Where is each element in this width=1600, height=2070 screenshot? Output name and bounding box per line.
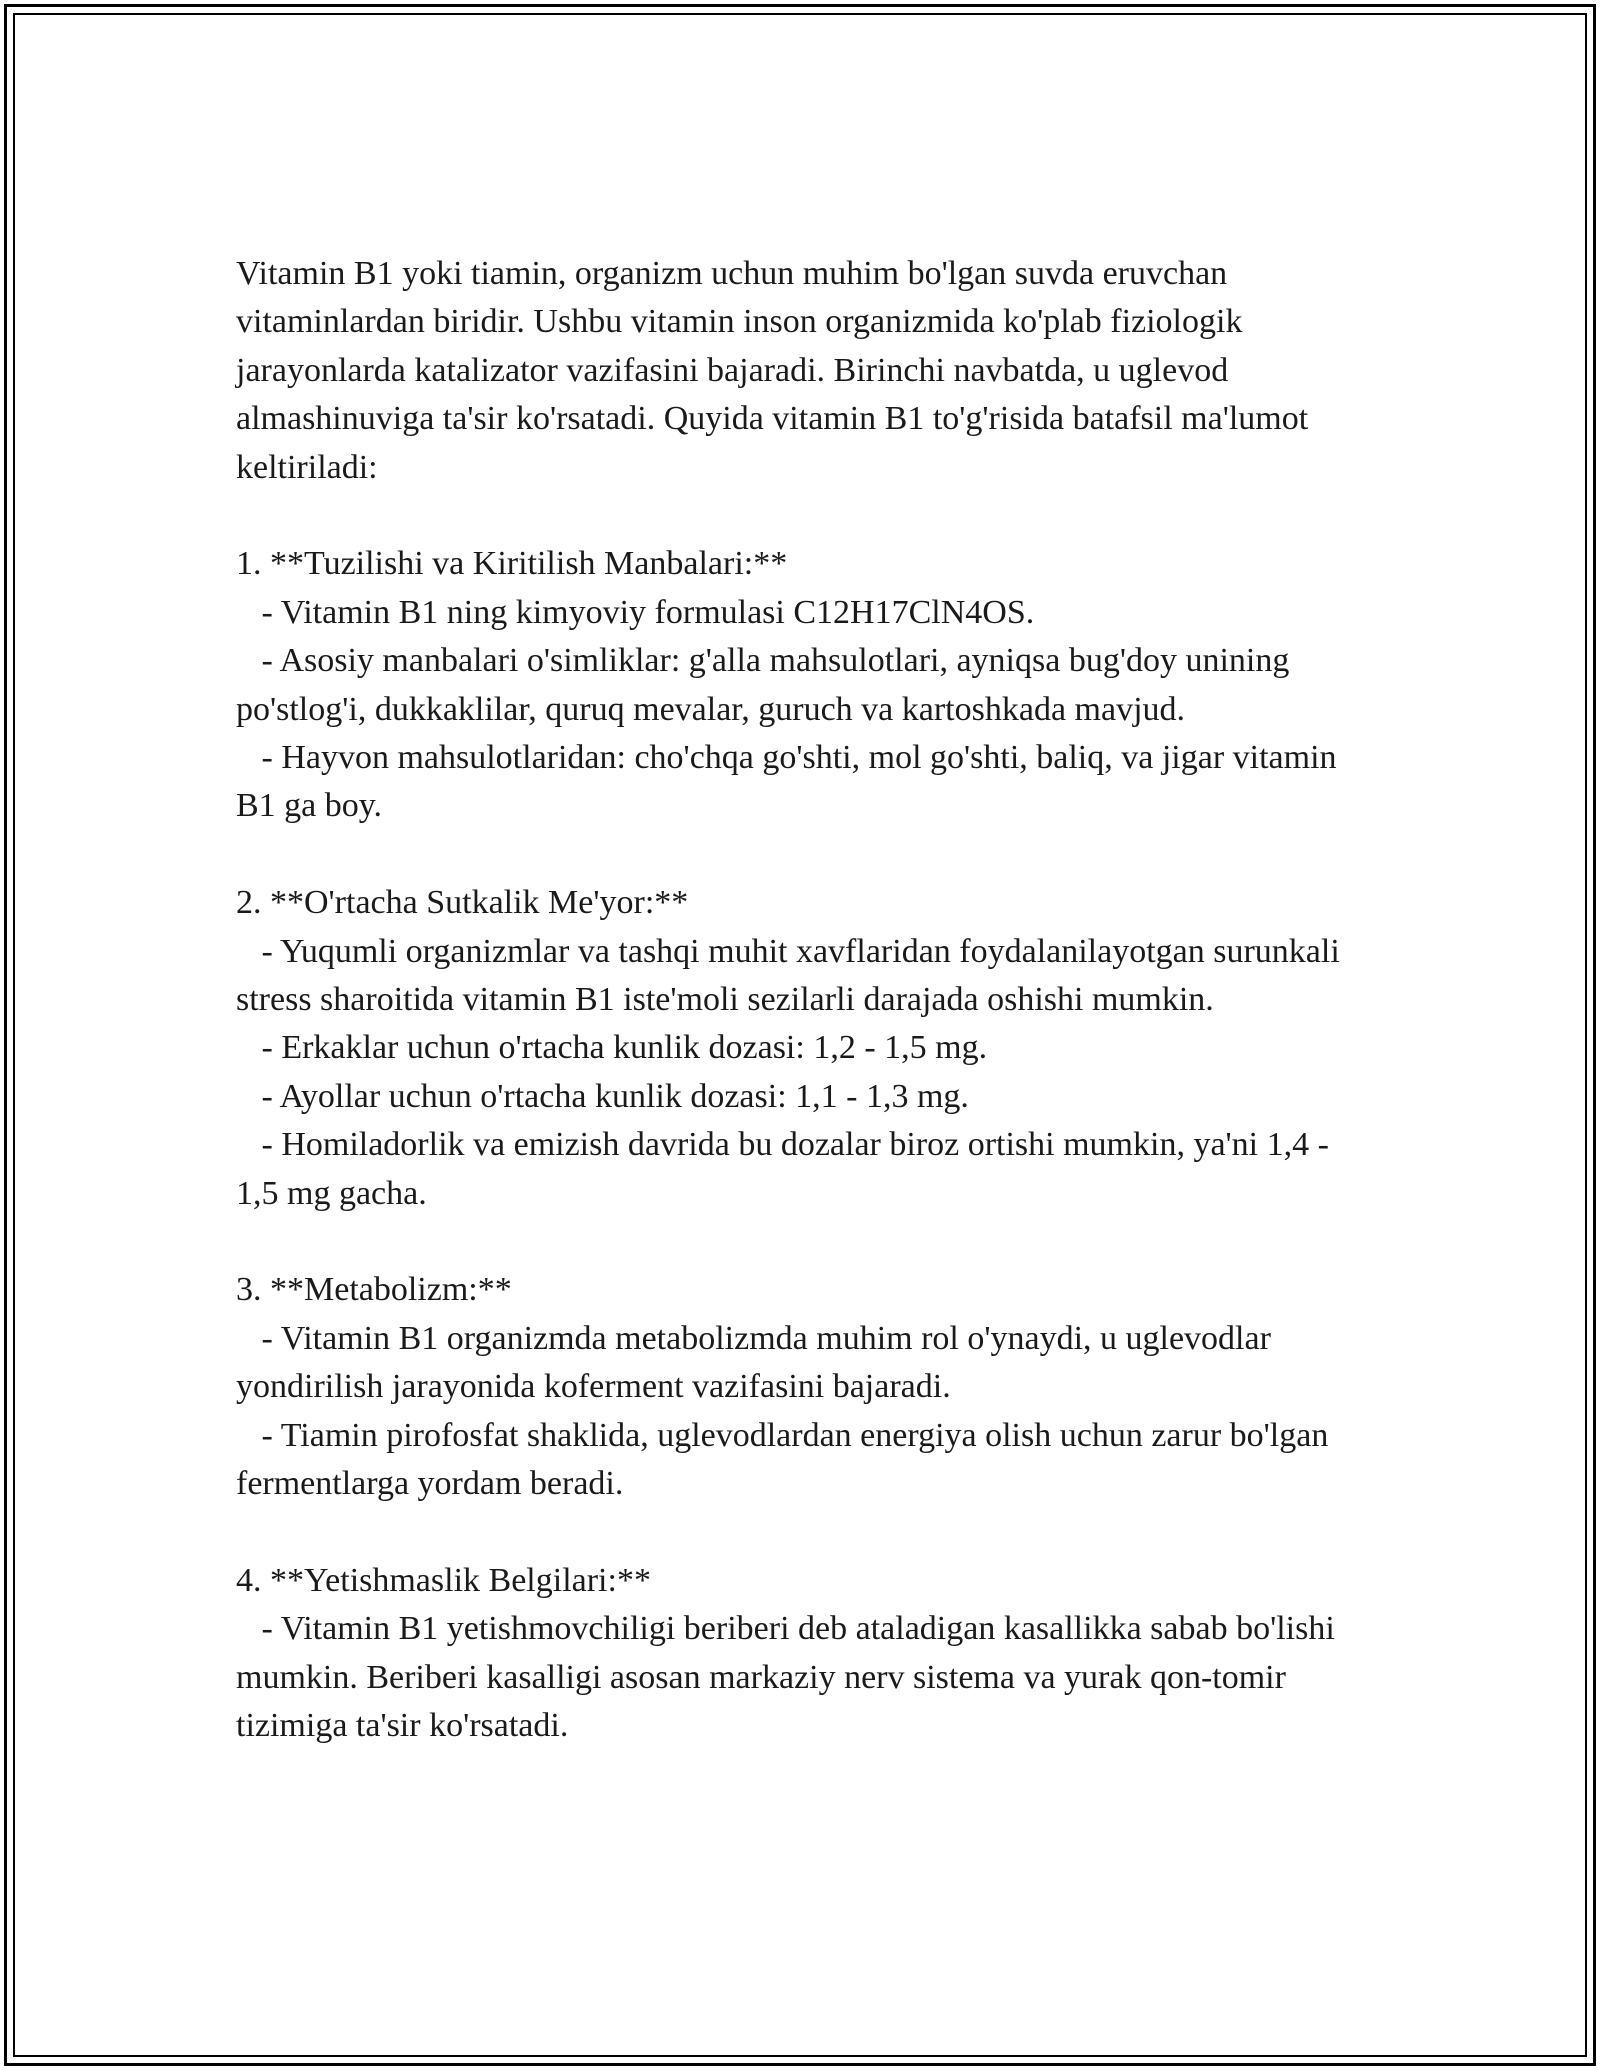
- section-item: - Ayollar uchun o'rtacha kunlik dozasi: 1,1 - 1,3 mg.: [236, 1077, 969, 1115]
- section-heading: 4. **Yetishmaslik Belgilari:**: [236, 1561, 651, 1599]
- section-item: - Vitamin B1 yetishmovchiligi beriberi deb ataladigan kasallikka sabab bo'lishi mumkin. Beriberi kasalligi asosan markaziy nerv sistema va yurak qon-tomir tizimiga ta'sir ko'rsatadi.: [236, 1610, 1344, 1745]
- section-item: - Hayvon mahsulotlaridan: cho'chqa go'shti, mol go'shti, baliq, va jigar vitamin B1 ga boy.: [236, 739, 1346, 825]
- spacer: [236, 831, 1366, 879]
- section-heading: 2. **O'rtacha Sutkalik Me'yor:**: [236, 884, 689, 922]
- section-item: - Tiamin pirofosfat shaklida, uglevodlardan energiya olish uchun zarur bo'lgan fermentlarga yordam beradi.: [236, 1416, 1337, 1503]
- spacer: [236, 1218, 1366, 1266]
- section-heading: 3. **Metabolizm:**: [236, 1271, 512, 1309]
- section-item: - Erkaklar uchun o'rtacha kunlik dozasi: 1,2 - 1,5 mg.: [236, 1029, 988, 1067]
- intro-paragraph: Vitamin B1 yoki tiamin, organizm uchun muhim bo'lgan suvda eruvchan vitaminlardan biridir. Ushbu vitamin inson organizmida ko'plab fiziologik jarayonlarda katalizator vazifasini bajaradi. Birinchi navbatda, u uglevod almashinuviga ta'sir ko'rsatadi. Quyida vitamin B1 to'g'risida batafsil ma'lumot keltiriladi:: [236, 255, 1317, 486]
- document-body: [236, 250, 1366, 1751]
- spacer: [236, 1509, 1366, 1557]
- section-item: - Vitamin B1 organizmda metabolizmda muhim rol o'ynaydi, u uglevodlar yondirilish jarayonida koferment vazifasini bajaradi.: [236, 1319, 1280, 1406]
- spacer: [236, 492, 1366, 540]
- section-item: - Yuqumli organizmlar va tashqi muhit xavflaridan foydalanilayotgan surunkali stress sharoitida vitamin B1 iste'moli sezilarli darajada oshishi mumkin.: [236, 932, 1349, 1019]
- section-item: - Asosiy manbalari o'simliklar: g'alla mahsulotlari, ayniqsa bug'doy unining po'stlog'i, dukkaklilar, quruq mevalar, guruch va kartoshkada mavjud.: [236, 642, 1298, 728]
- section-item: - Vitamin B1 ning kimyoviy formulasi C12H17ClN4OS.: [236, 593, 1035, 631]
- section-heading: 1. **Tuzilishi va Kiritilish Manbalari:**: [236, 545, 788, 583]
- section-item: - Homiladorlik va emizish davrida bu dozalar biroz ortishi mumkin, ya'ni 1,4 - 1,5 mg gacha.: [236, 1126, 1338, 1212]
